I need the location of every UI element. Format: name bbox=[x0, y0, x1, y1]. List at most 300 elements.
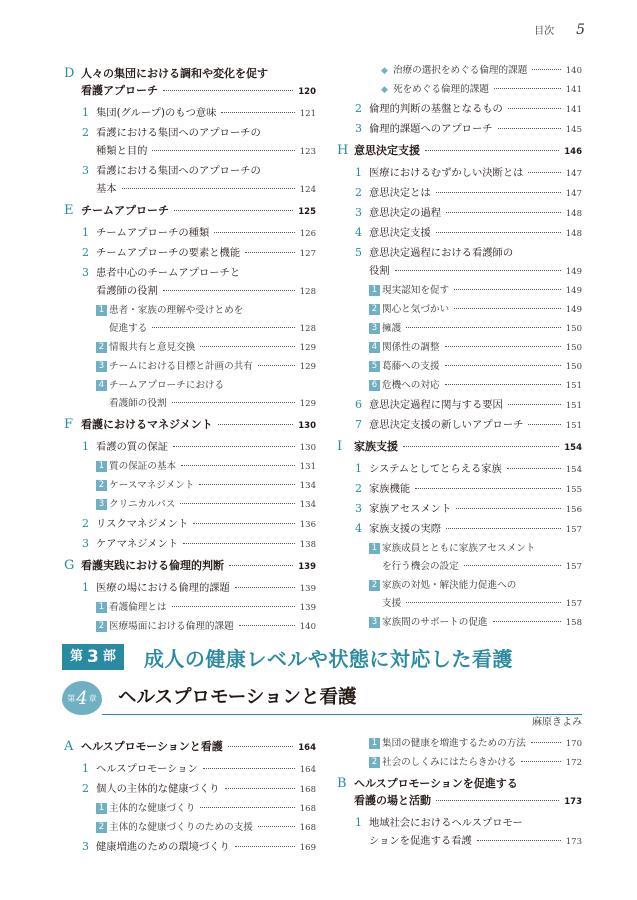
toc-page-number: 139 bbox=[299, 603, 316, 613]
item-number: 7 bbox=[355, 418, 362, 431]
toc-entry bbox=[337, 164, 582, 183]
toc-page-number: 141 bbox=[565, 105, 582, 115]
dot-leader bbox=[454, 289, 561, 290]
toc-entry-title: 意思決定支援の新しいアプローチ bbox=[369, 419, 524, 431]
toc-line bbox=[354, 792, 582, 811]
subitem-number-box: 2 bbox=[369, 580, 380, 591]
toc-page-number: 164 bbox=[298, 743, 316, 753]
toc-line bbox=[369, 164, 582, 183]
toc-entry bbox=[64, 579, 316, 598]
chapter-author: 麻原きよみ bbox=[532, 717, 582, 728]
toc-entry bbox=[337, 416, 582, 435]
toc-entry bbox=[337, 320, 582, 338]
toc-entry bbox=[337, 358, 582, 376]
toc-page-number: 145 bbox=[565, 125, 582, 135]
subitem-number-box: 3 bbox=[369, 323, 380, 334]
toc-line bbox=[96, 515, 316, 534]
toc-entry-title: 種類と目的 bbox=[96, 145, 148, 157]
toc-entry-title: 意思決定過程における看護師の bbox=[369, 247, 514, 259]
toc-page-number: 148 bbox=[565, 229, 582, 239]
toc-entry-title: 治療の選択をめぐる倫理的課題 bbox=[393, 65, 528, 76]
toc-entry bbox=[64, 760, 316, 779]
toc-page-number: 157 bbox=[565, 525, 582, 535]
toc-entry-title: 社会のしくみにはたらきかける bbox=[382, 757, 517, 768]
toc-line bbox=[96, 244, 316, 263]
toc-line bbox=[369, 832, 582, 851]
toc-page-number: 136 bbox=[299, 520, 316, 530]
toc-entry bbox=[64, 477, 316, 495]
toc-page-number: 147 bbox=[565, 189, 582, 199]
toc-line bbox=[96, 438, 316, 457]
dot-leader bbox=[436, 800, 559, 801]
toc-page-number: 130 bbox=[299, 443, 316, 453]
toc-entry-title: 健康増進のための環境づくり bbox=[96, 841, 230, 853]
toc-line bbox=[369, 520, 582, 539]
toc-line bbox=[109, 477, 316, 495]
toc-entry-title: 看護の場と活動 bbox=[354, 794, 431, 807]
toc-line bbox=[369, 224, 582, 243]
toc-entry bbox=[64, 302, 316, 338]
toc-line bbox=[81, 416, 316, 435]
item-number: 2 bbox=[82, 782, 89, 795]
item-number: 2 bbox=[82, 517, 89, 530]
dot-leader bbox=[225, 788, 295, 789]
toc-page-number: 151 bbox=[565, 401, 582, 411]
toc-entry bbox=[64, 438, 316, 457]
running-header-title: 目次 bbox=[534, 26, 555, 37]
toc-page-number: 172 bbox=[565, 758, 582, 768]
toc-line bbox=[369, 100, 582, 119]
toc-entry bbox=[337, 282, 582, 300]
toc-entry bbox=[64, 496, 316, 514]
toc-line bbox=[382, 735, 582, 753]
section-letter: D bbox=[64, 66, 75, 81]
toc-entry-title: 倫理的判断の基盤となるもの bbox=[369, 103, 503, 115]
toc-entry-title: 危機への対応 bbox=[382, 380, 440, 391]
dot-leader bbox=[494, 88, 561, 89]
toc-entry bbox=[337, 775, 582, 811]
toc-line bbox=[109, 819, 316, 837]
toc-line bbox=[81, 82, 316, 101]
toc-page-number: 134 bbox=[299, 481, 316, 491]
subitem-number-box: 2 bbox=[369, 304, 380, 315]
toc-line bbox=[81, 738, 316, 757]
toc-line bbox=[81, 202, 316, 221]
subitem-number-box: 2 bbox=[96, 621, 107, 632]
toc-entry-title: 現実認知を促す bbox=[382, 285, 450, 296]
chapter-prefix: 第 bbox=[67, 693, 76, 703]
toc-entry bbox=[337, 301, 582, 319]
dot-leader bbox=[181, 465, 295, 466]
toc-entry bbox=[337, 500, 582, 519]
subitem-number-box: 2 bbox=[96, 480, 107, 491]
toc-page-number: 129 bbox=[299, 399, 316, 409]
toc-line bbox=[109, 395, 316, 413]
toc-entry bbox=[64, 358, 316, 376]
toc-line bbox=[109, 377, 316, 395]
dot-leader bbox=[454, 308, 561, 309]
toc-entry-title: 基本 bbox=[96, 183, 117, 195]
toc-page-number: 129 bbox=[299, 362, 316, 372]
toc-page-number: 149 bbox=[565, 286, 582, 296]
chapter-number: 4 bbox=[76, 687, 88, 709]
toc-entry-title: 家族機能 bbox=[369, 483, 411, 495]
toc-line bbox=[96, 282, 316, 301]
dot-leader bbox=[531, 742, 561, 743]
toc-entry-title: 医療の場における倫理的課題 bbox=[96, 582, 230, 594]
toc-entry bbox=[337, 120, 582, 139]
toc-entry bbox=[337, 100, 582, 119]
toc-entry-title: 家族間のサポートの促進 bbox=[382, 617, 488, 628]
toc-entry bbox=[64, 202, 316, 221]
dot-leader bbox=[228, 746, 293, 747]
chapter-badge bbox=[62, 681, 102, 715]
toc-entry-title: 関係性の調整 bbox=[382, 342, 440, 353]
section-letter: G bbox=[64, 558, 75, 573]
toc-entry-title: 家族支援 bbox=[354, 440, 398, 453]
dot-leader bbox=[508, 108, 561, 109]
item-number: 3 bbox=[82, 537, 89, 550]
part-suffix: 部 bbox=[102, 649, 116, 664]
item-number: 1 bbox=[355, 166, 362, 179]
toc-line bbox=[96, 838, 316, 857]
chapter-title: ヘルスプロモーションと看護 bbox=[118, 687, 357, 708]
toc-line bbox=[369, 184, 582, 203]
toc-entry-title: 看護アプローチ bbox=[81, 84, 158, 97]
toc-page-number: 128 bbox=[299, 324, 316, 334]
toc-entry-title: システムとしてとらえる家族 bbox=[369, 463, 502, 475]
dot-leader bbox=[122, 188, 295, 189]
toc-page-number: 154 bbox=[565, 465, 582, 475]
toc-line bbox=[81, 557, 316, 576]
subitem-number-box: 5 bbox=[369, 361, 380, 372]
item-number: 3 bbox=[82, 266, 89, 279]
item-number: 1 bbox=[82, 581, 89, 594]
toc-entry bbox=[337, 814, 582, 851]
toc-entry-title: を行う機会の設定 bbox=[382, 561, 459, 572]
item-number: 1 bbox=[82, 762, 89, 775]
item-number: 4 bbox=[355, 522, 362, 535]
page-header bbox=[534, 22, 585, 38]
dot-leader bbox=[528, 424, 560, 425]
dot-leader bbox=[163, 90, 293, 91]
toc-entry bbox=[64, 819, 316, 837]
dot-leader bbox=[425, 150, 559, 151]
toc-entry-title: ヘルスプロモーションを促進する bbox=[354, 777, 518, 790]
toc-line bbox=[354, 142, 582, 161]
toc-line bbox=[354, 775, 582, 792]
section-letter: F bbox=[64, 417, 74, 432]
toc-entry bbox=[64, 515, 316, 534]
toc-entry bbox=[337, 614, 582, 632]
page-number: 5 bbox=[576, 22, 585, 38]
toc-entry bbox=[337, 480, 582, 499]
toc-page-number: 150 bbox=[565, 324, 582, 334]
toc-entry bbox=[64, 738, 316, 757]
dot-leader bbox=[508, 404, 561, 405]
toc-entry bbox=[64, 599, 316, 617]
toc-line bbox=[109, 358, 316, 376]
section-letter: A bbox=[64, 739, 74, 754]
dot-leader bbox=[507, 468, 561, 469]
toc-line bbox=[393, 81, 582, 99]
item-number: 6 bbox=[355, 398, 362, 411]
toc-entry bbox=[337, 735, 582, 753]
dot-leader bbox=[532, 69, 560, 70]
toc-line bbox=[109, 458, 316, 476]
dot-leader bbox=[214, 232, 295, 233]
toc-page-number: 129 bbox=[299, 343, 316, 353]
toc-entry bbox=[64, 535, 316, 554]
dot-leader bbox=[235, 587, 295, 588]
toc-line bbox=[96, 180, 316, 199]
toc-entry bbox=[64, 377, 316, 413]
item-number: 1 bbox=[355, 816, 362, 829]
toc-entry bbox=[64, 458, 316, 476]
toc-entry bbox=[337, 754, 582, 772]
subitem-number-box: 1 bbox=[96, 803, 107, 814]
toc-line bbox=[369, 120, 582, 139]
subitem-number-box: 4 bbox=[96, 380, 107, 391]
dot-leader bbox=[218, 424, 294, 425]
dot-leader bbox=[172, 402, 295, 403]
toc-line bbox=[109, 302, 316, 320]
toc-line bbox=[96, 535, 316, 554]
dot-leader bbox=[406, 327, 561, 328]
toc-line bbox=[369, 262, 582, 281]
toc-line bbox=[382, 320, 582, 338]
toc-line bbox=[382, 282, 582, 300]
toc-page-number: 138 bbox=[299, 540, 316, 550]
toc-page-number: 156 bbox=[565, 505, 582, 515]
toc-page-number: 149 bbox=[565, 267, 582, 277]
toc-entry-title: 看護における集団へのアプローチの bbox=[96, 165, 261, 177]
dot-leader bbox=[395, 270, 561, 271]
toc-line bbox=[96, 162, 316, 180]
toc-entry-title: 家族の対処・解決能力促進への bbox=[382, 580, 517, 591]
toc-entry-title: 患者中心のチームアプローチと bbox=[96, 267, 241, 279]
toc-line bbox=[382, 754, 582, 772]
dot-leader bbox=[199, 484, 294, 485]
toc-line bbox=[369, 480, 582, 499]
toc-column-top-left bbox=[64, 62, 316, 637]
toc-entry bbox=[64, 838, 316, 857]
toc-line bbox=[369, 500, 582, 519]
toc-entry-title: 人々の集団における調和や変化を促す bbox=[81, 67, 268, 80]
dot-leader bbox=[183, 543, 295, 544]
toc-entry bbox=[64, 557, 316, 576]
toc-line bbox=[382, 358, 582, 376]
item-number: 2 bbox=[355, 102, 362, 115]
toc-entry-title: 死をめぐる倫理的課題 bbox=[393, 84, 489, 95]
item-number: 4 bbox=[355, 226, 362, 239]
toc-line bbox=[109, 599, 316, 617]
toc-page-number: 139 bbox=[299, 584, 316, 594]
toc-entry-title: 擁護 bbox=[382, 323, 402, 334]
toc-entry bbox=[64, 104, 316, 123]
toc-entry-title: 家族成員とともに家族アセスメント bbox=[382, 543, 536, 554]
toc-line bbox=[382, 540, 582, 558]
toc-page-number: 121 bbox=[299, 109, 316, 119]
toc-page-number: 169 bbox=[299, 843, 316, 853]
subitem-number-box: 6 bbox=[369, 380, 380, 391]
toc-entry-title: チームアプローチの種類 bbox=[96, 227, 210, 239]
subitem-number-box: 3 bbox=[369, 617, 380, 628]
toc-entry bbox=[64, 264, 316, 301]
dot-leader bbox=[174, 210, 293, 211]
toc-entry bbox=[337, 520, 582, 539]
toc-page-number: 151 bbox=[565, 381, 582, 391]
dot-leader bbox=[221, 112, 294, 113]
toc-line bbox=[96, 760, 316, 779]
item-number: 1 bbox=[82, 106, 89, 119]
toc-page-number: 120 bbox=[298, 87, 316, 97]
toc-line bbox=[369, 396, 582, 415]
chapter-rule bbox=[102, 714, 582, 715]
toc-page-number: 128 bbox=[299, 287, 316, 297]
toc-entry-title: チームにおける目標と計画の共有 bbox=[109, 361, 253, 372]
subitem-number-box: 1 bbox=[96, 461, 107, 472]
toc-line bbox=[382, 595, 582, 613]
subitem-number-box: 3 bbox=[96, 361, 107, 372]
dot-leader bbox=[528, 172, 560, 173]
toc-line bbox=[96, 780, 316, 799]
toc-entry-title: 主体的な健康づくりのための支援 bbox=[109, 822, 253, 833]
toc-column-bottom-right bbox=[337, 735, 582, 852]
toc-entry-title: ションを促進する看護 bbox=[369, 835, 472, 847]
section-letter: I bbox=[337, 439, 343, 454]
toc-page-number: 140 bbox=[299, 622, 316, 632]
toc-entry bbox=[337, 81, 582, 99]
toc-line bbox=[81, 65, 316, 82]
item-number: 1 bbox=[82, 226, 89, 239]
section-letter: H bbox=[337, 143, 349, 158]
toc-entry-title: リスクマネジメント bbox=[96, 518, 189, 530]
toc-page-number: 168 bbox=[299, 785, 316, 795]
dot-leader bbox=[245, 252, 295, 253]
toc-page-number: 158 bbox=[565, 618, 582, 628]
toc-entry bbox=[337, 339, 582, 357]
dot-leader bbox=[446, 528, 561, 529]
toc-entry bbox=[64, 416, 316, 435]
part-badge bbox=[62, 644, 124, 670]
item-number: 3 bbox=[82, 164, 89, 177]
toc-page-number: 134 bbox=[299, 500, 316, 510]
subitem-number-box: 2 bbox=[96, 342, 107, 353]
part-number: 3 bbox=[87, 647, 99, 667]
dot-leader bbox=[172, 606, 295, 607]
toc-page-number: 124 bbox=[299, 185, 316, 195]
toc-entry-title: 看護における集団へのアプローチの bbox=[96, 127, 261, 139]
toc-entry-title: 地域社会におけるヘルスプロモー bbox=[369, 817, 523, 829]
toc-entry-title: 促進する bbox=[109, 323, 148, 334]
dot-leader bbox=[477, 840, 561, 841]
toc-entry-title: 意思決定の過程 bbox=[369, 207, 442, 219]
dot-leader bbox=[152, 150, 294, 151]
subitem-number-box: 4 bbox=[369, 342, 380, 353]
part-title: 成人の健康レベルや状態に対応した看護 bbox=[143, 646, 513, 671]
toc-entry bbox=[64, 800, 316, 818]
toc-entry bbox=[337, 62, 582, 80]
toc-entry bbox=[337, 204, 582, 223]
dot-leader bbox=[406, 602, 561, 603]
subitem-number-box: 1 bbox=[369, 543, 380, 554]
dot-leader bbox=[235, 846, 295, 847]
toc-entry-title: 意思決定とは bbox=[369, 187, 431, 199]
toc-line bbox=[354, 438, 582, 457]
toc-line bbox=[382, 339, 582, 357]
dot-leader bbox=[493, 621, 561, 622]
subitem-number-box: 1 bbox=[96, 305, 107, 316]
diamond-bullet-icon: ◆ bbox=[381, 66, 388, 76]
toc-entry-title: 関心と気づかい bbox=[382, 304, 450, 315]
toc-entry bbox=[337, 184, 582, 203]
toc-page-number: 155 bbox=[565, 485, 582, 495]
toc-entry bbox=[337, 244, 582, 281]
toc-entry-title: 患者・家族の理解や受けとめを bbox=[109, 305, 244, 316]
item-number: 5 bbox=[355, 246, 362, 259]
toc-entry-title: 看護師の役割 bbox=[109, 398, 167, 409]
toc-page-number: 147 bbox=[565, 169, 582, 179]
toc-entry bbox=[337, 540, 582, 576]
toc-line bbox=[382, 614, 582, 632]
toc-page-number: 168 bbox=[299, 823, 316, 833]
toc-page-number: 168 bbox=[299, 804, 316, 814]
toc-entry bbox=[64, 618, 316, 636]
toc-entry-title: 役割 bbox=[369, 265, 390, 277]
toc-line bbox=[109, 320, 316, 338]
toc-entry bbox=[64, 162, 316, 199]
toc-page-number: 127 bbox=[299, 249, 316, 259]
toc-entry bbox=[64, 780, 316, 799]
toc-column-bottom-left bbox=[64, 735, 316, 858]
part-prefix: 第 bbox=[70, 649, 84, 664]
toc-line bbox=[109, 339, 316, 357]
dot-leader bbox=[445, 365, 561, 366]
toc-entry-title: 主体的な健康づくり bbox=[109, 803, 196, 814]
dot-leader bbox=[403, 446, 559, 447]
toc-entry bbox=[337, 577, 582, 613]
toc-line bbox=[96, 104, 316, 123]
toc-entry-title: 個人の主体的な健康づくり bbox=[96, 783, 220, 795]
toc-line bbox=[382, 558, 582, 576]
toc-line bbox=[382, 301, 582, 319]
toc-line bbox=[369, 244, 582, 262]
toc-entry-title: 支援 bbox=[382, 598, 402, 609]
toc-entry-title: 看護実践における倫理的判断 bbox=[81, 559, 224, 572]
toc-entry-title: 意思決定支援 bbox=[369, 227, 431, 239]
toc-entry-title: 情報共有と意見交換 bbox=[109, 342, 196, 353]
subitem-number-box: 1 bbox=[96, 602, 107, 613]
toc-entry bbox=[64, 339, 316, 357]
toc-entry-title: 看護倫理とは bbox=[109, 602, 167, 613]
toc-page-number: 150 bbox=[565, 362, 582, 372]
toc-entry-title: 家族アセスメント bbox=[369, 503, 452, 515]
dot-leader bbox=[203, 768, 295, 769]
dot-leader bbox=[152, 327, 294, 328]
item-number: 3 bbox=[355, 122, 362, 135]
toc-line bbox=[369, 460, 582, 479]
part-heading bbox=[62, 642, 582, 672]
toc-page-number: 131 bbox=[299, 462, 316, 472]
toc-page-number: 170 bbox=[565, 739, 582, 749]
toc-entry bbox=[337, 142, 582, 161]
toc-page-number: 140 bbox=[565, 66, 582, 76]
diamond-bullet-icon: ◆ bbox=[381, 85, 388, 95]
toc-entry-title: ヘルスプロモーション bbox=[96, 763, 198, 775]
item-number: 2 bbox=[82, 246, 89, 259]
subitem-number-box: 2 bbox=[369, 757, 380, 768]
